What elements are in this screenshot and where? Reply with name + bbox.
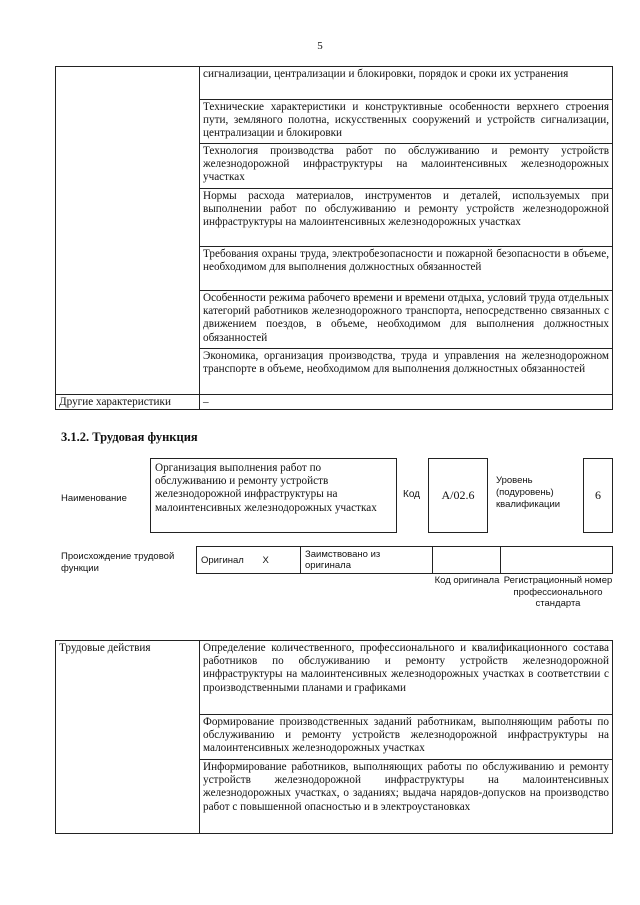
qualification-level-label: Уровень (подуровень) квалификации xyxy=(496,475,561,510)
table-cell: Экономика, организация производства, труда и управления на железнодорожном транспорте в объеме, необходимом для выполнения должностных обязанностей xyxy=(200,349,613,395)
table-row xyxy=(56,641,613,715)
knowledge-table xyxy=(55,66,613,410)
labor-actions-label: Трудовые действия xyxy=(56,641,200,834)
table-cell: Определение количественного, профессионального и квалификационного состава работников по обслуживанию и ремонту устройств железнодорожной инфраструктуры на малоинтенсивных железнодорожных участках в соответствии с производственными планами и графиками xyxy=(200,641,613,715)
table-row xyxy=(56,395,613,410)
table-label-cell xyxy=(56,67,200,395)
borrowed-label: Заимствовано из оригинала xyxy=(301,547,433,574)
page-number: 5 xyxy=(317,40,323,52)
function-name-value: Организация выполнения работ по обслуживанию и ремонту устройств железнодорожной инфраструктуры на малоинтенсивных железнодорожных участках xyxy=(150,458,397,533)
labor-actions-table xyxy=(55,640,613,834)
original-label: Оригинал xyxy=(197,547,257,574)
table-cell: Информирование работников, выполняющих работы по обслуживанию и ремонту устройств железнодорожной инфраструктуры на малоинтенсивных железнодорожных участках, о заданиях; выдача нарядов-допусков на производство работ с повышенной опасностью и в электроустановках xyxy=(200,760,613,834)
table-cell: Требования охраны труда, электробезопасности и пожарной безопасности в объеме, необходимом для выполнения должностных обязанностей xyxy=(200,247,613,291)
table-row xyxy=(56,67,613,100)
original-code-caption: Код оригинала xyxy=(434,575,500,586)
origin-label: Происхождение трудовой функции xyxy=(61,551,175,574)
original-code-cell xyxy=(433,547,501,574)
qualification-level-value: 6 xyxy=(583,458,613,533)
table-cell: Технология производства работ по обслуживанию и ремонту устройств железнодорожной инфраструктуры на малоинтенсивных железнодорожных участках xyxy=(200,144,613,189)
function-code-label: Код xyxy=(403,489,421,500)
table-cell: сигнализации, централизации и блокировки, порядок и сроки их устранения xyxy=(200,67,613,100)
table-cell: Нормы расхода материалов, инструментов и деталей, используемых при выполнении работ по обслуживанию и ремонту устройств железнодорожной инфраструктуры на малоинтенсивных железнодорожных участках xyxy=(200,189,613,247)
table-cell: Формирование производственных заданий работникам, выполняющим работы по обслуживанию и ремонту устройств железнодорожной инфраструктуры на малоинтенсивных железнодорожных участках xyxy=(200,715,613,760)
section-heading: 3.1.2. Трудовая функция xyxy=(61,430,198,444)
origin-table xyxy=(196,546,613,574)
original-mark: X xyxy=(257,547,301,574)
table-cell: Технические характеристики и конструктивные особенности верхнего строения пути, земляного полотна, искусственных сооружений и устройств сигнализации, централизации и блокировки xyxy=(200,100,613,144)
registration-number-caption: Регистрационный номер профессионального стандарта xyxy=(503,575,613,609)
other-characteristics-label: Другие характеристики xyxy=(56,395,200,410)
function-name-label: Наименование xyxy=(61,493,127,504)
registration-number-cell xyxy=(501,547,613,574)
other-characteristics-value: – xyxy=(200,395,613,410)
function-code-value: A/02.6 xyxy=(428,458,488,533)
table-cell: Особенности режима рабочего времени и времени отдыха, условий труда отдельных категорий работников железнодорожного транспорта, непосредственно связанных с движением поездов, в объеме, необходимом для выполнения должностных обязанностей xyxy=(200,291,613,349)
